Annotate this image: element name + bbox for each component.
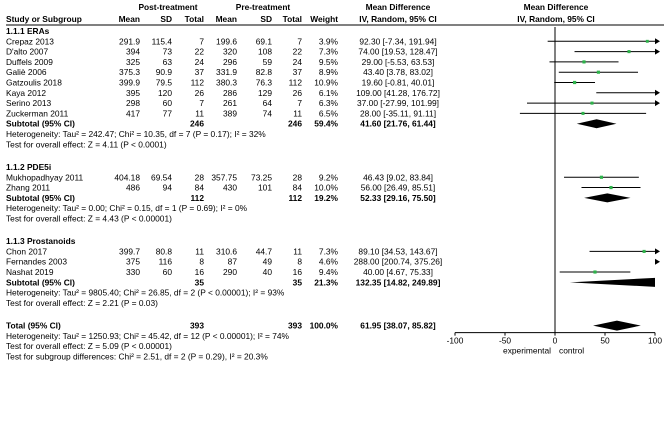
study-name: Galiè 2006 <box>6 67 47 78</box>
post-sd: 120 <box>158 87 172 98</box>
overall-effect-text: Test for overall effect: Z = 2.21 (P = 0.03) <box>6 297 158 308</box>
pre-sd: 59 <box>262 56 272 67</box>
subtotal-post-total: 246 <box>190 118 204 129</box>
post-mean: 399.7 <box>119 246 140 257</box>
pre-sd: 73.25 <box>251 172 272 183</box>
subtotal-row <box>6 119 436 129</box>
subtotal-ci: 132.35 [14.82, 249.89] <box>355 277 441 288</box>
study-name: Gatzoulis 2018 <box>6 77 62 88</box>
heterogeneity-text: Heterogeneity: Tau² = 242.47; Chi² = 10.35, df = 7 (P = 0.17); I² = 32% <box>6 129 266 139</box>
subgroup-differences-text: Test for subgroup differences: Chi² = 2.51, df = 2 (P = 0.29), I² = 20.3% <box>6 351 268 362</box>
subgroup-3-marks <box>560 248 660 286</box>
total-heterogeneity-text: Heterogeneity: Tau² = 1250.93; Chi² = 45.42, df = 12 (P < 0.00001); I² = 74% <box>6 330 289 341</box>
pre-mean: 320 <box>223 46 237 57</box>
pre-total: 8 <box>297 256 302 267</box>
study-effect-square <box>646 40 649 43</box>
study-row <box>6 78 434 88</box>
total-post-total: 393 <box>190 320 204 331</box>
study-name: Fernandes 2003 <box>6 256 67 267</box>
study-ci: 74.00 [19.53, 128.47] <box>358 46 438 57</box>
study-row <box>6 246 438 256</box>
study-ci-line-arrow-right <box>655 38 660 44</box>
study-name: Serino 2013 <box>6 98 52 109</box>
plot-ci-header: IV, Random, 95% CI <box>517 14 595 24</box>
study-weight: 7.3% <box>318 246 338 257</box>
pre-sd: 69.1 <box>255 36 272 47</box>
subgroup-title: 1.1.3 Prostanoids <box>6 236 76 247</box>
subgroup-1 <box>6 26 440 149</box>
post-total: 16 <box>194 267 204 278</box>
total-diamond <box>593 321 641 331</box>
study-weight: 6.1% <box>318 87 338 98</box>
pre-total: 112 <box>288 77 302 88</box>
study-name: Crepaz 2013 <box>6 36 54 47</box>
pre-total: 37 <box>292 67 302 78</box>
subtotal-pre-total: 246 <box>288 118 302 129</box>
post-mean: 330 <box>126 267 140 278</box>
study-effect-square <box>590 102 593 105</box>
post-total: 7 <box>199 98 204 109</box>
favours-right-label: control <box>559 345 585 356</box>
study-effect-square <box>627 50 630 53</box>
post-mean: 417 <box>126 108 140 119</box>
pre-mean: 430 <box>223 182 237 193</box>
x-axis <box>447 333 663 356</box>
post-mean: 399.9 <box>119 77 140 88</box>
study-row <box>6 57 434 67</box>
pre-total: 7 <box>297 98 302 109</box>
post-total: 11 <box>195 246 204 257</box>
total1-header: Total <box>184 14 204 24</box>
study-row <box>6 172 433 182</box>
subtotal-post-total: 35 <box>194 277 204 288</box>
pre-total: 7 <box>297 36 302 47</box>
post-mean: 395 <box>126 87 140 98</box>
pre-mean: 87 <box>227 256 237 267</box>
study-ci-line-arrow-right <box>655 49 660 55</box>
x-tick-label: -100 <box>446 335 464 346</box>
study-ci-line-arrow-right <box>655 90 660 96</box>
post-sd: 115.4 <box>151 36 172 47</box>
pre-total: 28 <box>292 172 302 183</box>
study-name: Zuckerman 2011 <box>6 108 69 119</box>
sd1-header: SD <box>160 14 172 24</box>
study-ci: 109.00 [41.28, 176.72] <box>356 87 440 98</box>
post-total: 26 <box>194 87 204 98</box>
subtotal-weight: 59.4% <box>314 118 338 129</box>
x-tick-label: 0 <box>552 335 558 346</box>
subtotal-pre-total: 112 <box>288 192 302 203</box>
post-mean: 298 <box>126 98 140 109</box>
study-row <box>6 36 437 46</box>
study-ci: 40.00 [4.67, 75.33] <box>363 267 433 278</box>
subgroup-2-marks <box>564 176 640 203</box>
study-ci-line-arrow-right <box>655 248 660 254</box>
pre-sd: 44.7 <box>255 246 272 257</box>
study-weight: 3.9% <box>318 36 338 47</box>
post-sd: 73 <box>162 46 172 57</box>
study-weight: 9.5% <box>318 56 338 67</box>
plot-area <box>447 27 663 356</box>
study-ci: 288.00 [200.74, 375.26] <box>353 256 443 267</box>
study-effect-square <box>597 71 600 74</box>
study-row <box>6 183 435 193</box>
subtotal-row <box>6 277 441 287</box>
study-row <box>6 67 433 77</box>
pre-mean: 380.3 <box>216 77 237 88</box>
study-effect-square <box>609 186 612 189</box>
subtotal-post-total: 112 <box>190 192 204 203</box>
pre-total: 16 <box>292 267 302 278</box>
pre-mean: 389 <box>223 108 237 119</box>
subtotal-weight: 21.3% <box>314 277 338 288</box>
study-ci-line-arrow-right <box>655 259 660 265</box>
subtotal-diamond <box>577 119 617 128</box>
study-weight: 10.9% <box>314 77 338 88</box>
x-tick-label: 50 <box>600 335 610 346</box>
post-total: 84 <box>194 182 204 193</box>
post-treatment-header: Post-treatment <box>138 2 198 12</box>
study-ci-line-arrow-right <box>655 100 660 106</box>
post-mean: 291.9 <box>119 36 140 47</box>
pre-sd: 76.3 <box>255 77 272 88</box>
overall-effect-text: Test for overall effect: Z = 4.11 (P < 0.0001) <box>6 139 167 150</box>
study-ci: 19.60 [-0.81, 40.01] <box>361 77 435 88</box>
subgroup-title: 1.1.2 PDE5i <box>6 161 52 172</box>
study-name: Chon 2017 <box>6 246 47 257</box>
pre-mean: 199.6 <box>216 36 237 47</box>
study-ci: 37.00 [-27.99, 101.99] <box>357 98 439 109</box>
pre-sd: 40 <box>262 267 272 278</box>
pre-sd: 74 <box>262 108 272 119</box>
subgroup-1-marks <box>520 38 660 128</box>
study-name: Kaya 2012 <box>6 87 47 98</box>
study-name: Nashat 2019 <box>6 267 54 278</box>
subtotal-label: Subtotal (95% CI) <box>6 118 75 129</box>
study-weight: 6.5% <box>318 108 338 119</box>
pre-mean: 296 <box>223 56 237 67</box>
pre-sd: 101 <box>258 182 272 193</box>
subtotal-label: Subtotal (95% CI) <box>6 192 75 203</box>
pre-mean: 331.9 <box>216 67 237 78</box>
post-sd: 77 <box>162 108 172 119</box>
study-effect-square <box>581 112 584 115</box>
weight-header: Weight <box>310 14 338 24</box>
study-header: Study or Subgroup <box>6 14 82 24</box>
pre-sd: 108 <box>258 46 272 57</box>
post-total: 37 <box>194 67 204 78</box>
post-sd: 79.5 <box>155 77 172 88</box>
post-mean: 404.18 <box>114 172 140 183</box>
study-weight: 8.9% <box>318 67 338 78</box>
post-mean: 486 <box>126 182 140 193</box>
pre-mean: 290 <box>223 267 237 278</box>
total-ci: 61.95 [38.07, 85.82] <box>360 320 436 331</box>
pre-treatment-header: Pre-treatment <box>235 2 291 12</box>
pre-mean: 261 <box>223 98 237 109</box>
post-total: 22 <box>194 46 204 57</box>
mean2-header: Mean <box>215 14 237 24</box>
plot-header: Mean Difference <box>523 2 589 12</box>
study-effect-square <box>643 250 646 253</box>
study-weight: 4.6% <box>318 256 338 267</box>
total-weight: 100.0% <box>309 320 338 331</box>
study-effect-square <box>593 270 596 273</box>
post-total: 7 <box>199 36 204 47</box>
study-effect-square <box>573 81 576 84</box>
post-total: 11 <box>195 108 204 119</box>
subtotal-row <box>6 193 436 203</box>
mean-difference-header: Mean Difference <box>365 2 431 12</box>
pre-sd: 82.8 <box>255 67 272 78</box>
post-total: 24 <box>194 56 204 67</box>
post-sd: 90.9 <box>155 67 172 78</box>
study-row <box>6 98 439 108</box>
study-row <box>6 88 440 98</box>
study-ci: 43.40 [3.78, 83.02] <box>363 67 433 78</box>
post-total: 112 <box>190 77 204 88</box>
favours-left-label: experimental <box>503 345 551 356</box>
post-mean: 325 <box>126 56 140 67</box>
pre-total: 11 <box>293 108 302 119</box>
pre-sd: 49 <box>262 256 272 267</box>
study-weight: 6.3% <box>318 98 338 109</box>
post-mean: 375 <box>126 256 140 267</box>
total-overall-effect-text: Test for overall effect: Z = 5.09 (P < 0.00001) <box>6 341 172 352</box>
x-tick-label: -50 <box>498 335 512 346</box>
post-total: 28 <box>194 172 204 183</box>
pre-total: 11 <box>293 246 302 257</box>
study-name: Duffels 2009 <box>6 56 53 67</box>
overall-effect-text: Test for overall effect: Z = 4.43 (P < 0.00001) <box>6 213 172 224</box>
total-row <box>6 321 436 331</box>
post-mean: 375.3 <box>119 67 140 78</box>
post-sd: 60 <box>162 267 172 278</box>
post-sd: 116 <box>158 256 172 267</box>
study-ci: 29.00 [-5.53, 63.53] <box>361 56 435 67</box>
study-weight: 10.0% <box>314 182 338 193</box>
post-sd: 63 <box>162 56 172 67</box>
pre-sd: 129 <box>258 87 272 98</box>
subtotal-diamond <box>570 278 655 287</box>
study-ci: 28.00 [-35.11, 91.11] <box>359 108 437 119</box>
study-row <box>6 47 438 57</box>
study-ci: 46.43 [9.02, 83.84] <box>363 172 433 183</box>
pre-sd: 64 <box>262 98 272 109</box>
subgroup-title: 1.1.1 ERAs <box>6 26 50 36</box>
study-ci: 56.00 [26.49, 85.51] <box>360 182 436 193</box>
pre-mean: 310.6 <box>216 246 237 257</box>
study-weight: 9.2% <box>318 172 338 183</box>
total2-header: Total <box>282 14 302 24</box>
pre-mean: 286 <box>223 87 237 98</box>
study-effect-square <box>582 60 585 63</box>
study-name: Zhang 2011 <box>6 182 51 193</box>
post-mean: 394 <box>126 46 140 57</box>
post-total: 8 <box>199 256 204 267</box>
study-name: D'alto 2007 <box>6 46 49 57</box>
subtotal-label: Subtotal (95% CI) <box>6 277 75 288</box>
heterogeneity-text: Heterogeneity: Tau² = 9805.40; Chi² = 26.85, df = 2 (P < 0.00001); I² = 93% <box>6 287 285 298</box>
table-rows <box>6 26 442 361</box>
study-ci: 89.10 [34.53, 143.67] <box>358 246 438 257</box>
pre-total: 84 <box>292 182 302 193</box>
subgroup-3 <box>6 236 442 308</box>
post-sd: 94 <box>162 182 172 193</box>
pre-mean: 357.75 <box>211 172 237 183</box>
table-header <box>6 2 595 24</box>
subtotal-pre-total: 35 <box>292 277 302 288</box>
sd2-header: SD <box>260 14 272 24</box>
subgroup-2 <box>6 162 436 224</box>
heterogeneity-text: Heterogeneity: Tau² = 0.00; Chi² = 0.15, df = 1 (P = 0.69); I² = 0% <box>6 203 248 214</box>
study-row <box>6 108 436 118</box>
subtotal-ci: 41.60 [21.76, 61.44] <box>360 118 436 129</box>
ci-header: IV, Random, 95% CI <box>359 14 437 24</box>
study-name: Mukhopadhyay 2011 <box>6 172 84 183</box>
pre-total: 24 <box>292 56 302 67</box>
mean1-header: Mean <box>118 14 140 24</box>
study-weight: 7.3% <box>318 46 338 57</box>
subtotal-diamond <box>584 193 630 202</box>
pre-total: 26 <box>292 87 302 98</box>
study-ci: 92.30 [-7.34, 191.94] <box>359 36 437 47</box>
x-tick-label: 100 <box>648 335 662 346</box>
post-sd: 69.54 <box>151 172 172 183</box>
pre-total: 22 <box>292 46 302 57</box>
total-pre-total: 393 <box>288 320 302 331</box>
study-row <box>6 257 442 267</box>
study-weight: 9.4% <box>318 267 338 278</box>
study-effect-square <box>600 176 603 179</box>
post-sd: 60 <box>162 98 172 109</box>
post-sd: 80.8 <box>155 246 172 257</box>
total-label: Total (95% CI) <box>6 320 61 331</box>
subtotal-weight: 19.2% <box>314 192 338 203</box>
study-row <box>6 267 433 277</box>
subtotal-ci: 52.33 [29.16, 75.50] <box>360 192 436 203</box>
